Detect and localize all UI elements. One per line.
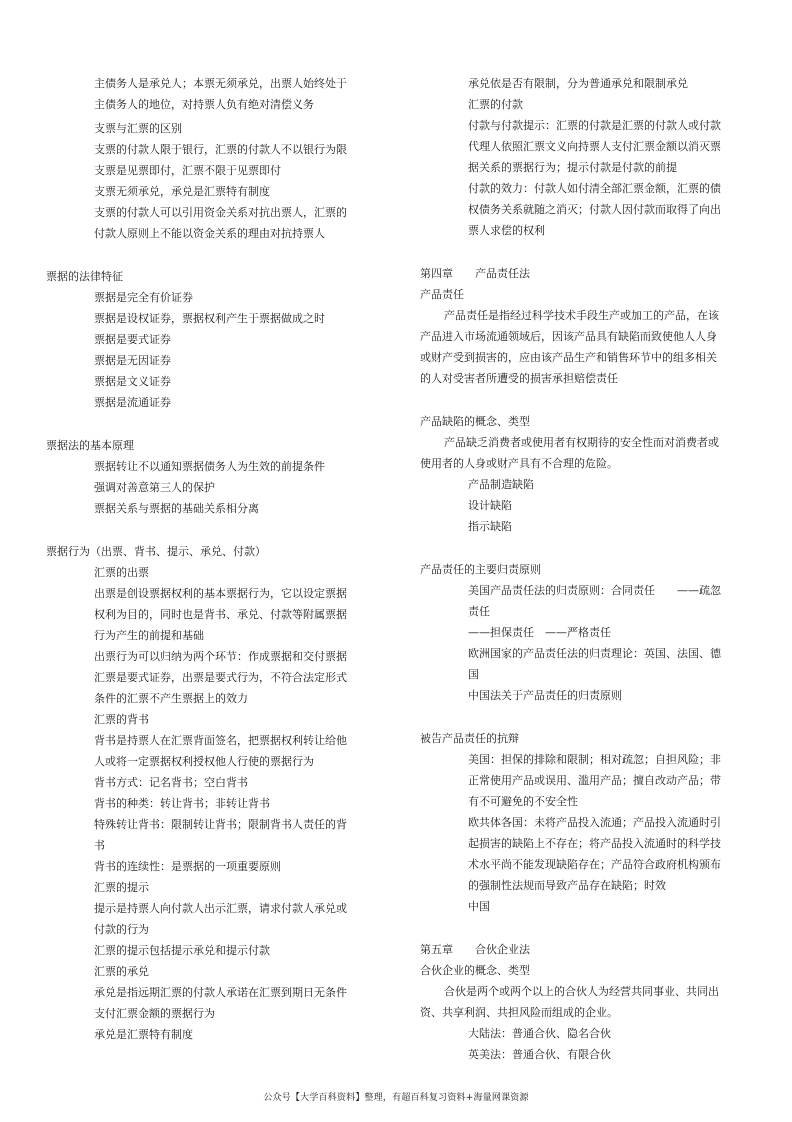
text-line: 权债务关系就随之消灭；付款人因付款而取得了向出 <box>468 203 721 216</box>
list-item: 中国 <box>468 900 490 913</box>
list-item: 人或将一定票据权利授权他人行使的票据行为 <box>94 755 314 768</box>
list-item: 的强制性法规而导致产品存在缺陷；时效 <box>468 879 666 892</box>
promissory-note-block <box>46 73 356 115</box>
text-line: 资、共享利润、共担风险而组成的企业。 <box>420 1006 618 1019</box>
list-item: 背书是持票人在汇票背面签名，把票据权利转让给他 <box>94 734 347 747</box>
list-item: 欧共体各国：未将产品投入流通；产品投入流通时引 <box>468 816 721 829</box>
list-item: 行为产生的前提和基础 <box>94 629 204 642</box>
list-item: 背书方式：记名背书；空白背书 <box>94 776 248 789</box>
partnership-paragraph <box>420 981 722 1023</box>
text-line: 支票的付款人可以引用资金关系对抗出票人，汇票的 <box>94 206 347 219</box>
left-column <box>46 73 356 1045</box>
text-line: 产品进入市场流通领域后，因该产品具有缺陷而致使他人人身 <box>420 330 717 343</box>
section-heading: 产品责任 <box>420 288 464 301</box>
list-item: 权利为目的，同时也是背书、承兑、付款等附属票据 <box>94 608 347 621</box>
list-item: 汇票的提示 <box>94 881 149 894</box>
section-heading: 票据行为（出票、背书、提示、承兑、付款） <box>46 545 266 558</box>
list-item: 票据是流通证券 <box>94 396 171 409</box>
list-item: 中国法关于产品责任的归责原则 <box>468 689 622 702</box>
list-item: 票据是无因证券 <box>94 354 171 367</box>
list-item: 承兑是汇票特有制度 <box>94 1028 193 1041</box>
list-item: 出票是创设票据权利的基本票据行为，它以设定票据 <box>94 587 347 600</box>
section-heading: 合伙企业的概念、类型 <box>420 964 530 977</box>
list-item: 票据是完全有价证券 <box>94 291 193 304</box>
text-line: 主债务人是承兑人；本票无须承兑，出票人始终处于 <box>94 77 347 90</box>
list-item: 票据关系与票据的基础关系相分离 <box>94 502 259 515</box>
chapter-title: 第四章 产品责任法 <box>420 267 530 280</box>
section-heading: 被告产品责任的抗辩 <box>420 732 519 745</box>
list-item: 条件的汇票不产生票据上的效力 <box>94 692 248 705</box>
text-line: 票人求偿的权利 <box>468 224 545 237</box>
partnership-types-list <box>420 1023 722 1065</box>
list-item: 票据是文义证券 <box>94 375 171 388</box>
list-item: 汇票的出票 <box>94 566 149 579</box>
list-item: 书 <box>94 839 105 852</box>
list-item: 汇票的承兑 <box>94 965 149 978</box>
text-line: 支票与汇票的区别 <box>94 122 182 135</box>
list-item: 付款的行为 <box>94 923 149 936</box>
principles-list <box>46 456 356 519</box>
text-line: 产品责任是指经过科学技术手段生产或加工的产品，在该 <box>444 309 719 322</box>
list-item: 特殊转让背书：限制转让背书；限制背书人责任的背 <box>94 818 347 831</box>
list-item: 承兑是指远期汇票的付款人承诺在汇票到期日无条件 <box>94 986 347 999</box>
text-line: 付款的效力：付款人如付清全部汇票金额，汇票的债 <box>468 182 721 195</box>
list-item: 票据是要式证券 <box>94 333 171 346</box>
defense-list <box>420 749 722 917</box>
defect-types-list <box>420 474 722 537</box>
list-item: 产品制造缺陷 <box>468 478 534 491</box>
text-line: 支票是见票即付，汇票不限于见票即付 <box>94 164 281 177</box>
list-item: ——担保责任 ——严格责任 <box>468 626 611 639</box>
section-heading: 票据的法律特征 <box>46 270 123 283</box>
acceptance-payment-block <box>420 73 722 241</box>
list-item: 大陆法：普通合伙、隐名合伙 <box>468 1027 611 1040</box>
text-line: 支票无须承兑，承兑是汇票特有制度 <box>94 185 270 198</box>
list-item: 国 <box>468 668 479 681</box>
acts-list <box>46 562 356 1045</box>
list-item: 出票行为可以归纳为两个环节：作成票据和交付票据 <box>94 650 347 663</box>
list-item: 提示是持票人向付款人出示汇票，请求付款人承兑或 <box>94 902 347 915</box>
page-footer: 公众号【大学百科资料】整理，有超百科复习资料+海量网课资源 <box>263 1093 529 1103</box>
list-item: 背书的种类：转让背书；非转让背书 <box>94 797 270 810</box>
text-line: 付款人原则上不能以资金关系的理由对抗持票人 <box>94 227 325 240</box>
legal-features-list <box>46 287 356 413</box>
list-item: 背书的连续性：是票据的一项重要原则 <box>94 860 281 873</box>
list-item: 英美法：普通合伙、有限合伙 <box>468 1048 611 1061</box>
section-heading: 产品责任的主要归责原则 <box>420 563 541 576</box>
text-line: 汇票的付款 <box>468 98 523 111</box>
text-line: 使用者的人身或财产具有不合理的危险。 <box>420 457 618 470</box>
text-line: 支票的付款人限于银行，汇票的付款人不以银行为限 <box>94 143 347 156</box>
text-line: 合伙是两个或两个以上的合伙人为经营共同事业、共同出 <box>444 985 719 998</box>
list-item: 汇票是要式证券，出票是要式行为，不符合法定形式 <box>94 671 347 684</box>
list-item: 美国产品责任法的归责原则：合同责任 ——疏忽责任 <box>468 584 721 618</box>
chapter-title: 第五章 合伙企业法 <box>420 943 530 956</box>
check-vs-draft-block <box>46 118 356 244</box>
text-line: 据关系的票据行为；提示付款是付款的前提 <box>468 161 677 174</box>
text-line: 主债务人的地位，对持票人负有绝对清偿义务 <box>94 98 314 111</box>
section-heading: 产品缺陷的概念、类型 <box>420 415 530 428</box>
list-item: 汇票的背书 <box>94 713 149 726</box>
list-item: 术水平尚不能发现缺陷存在；产品符合政府机构颁布 <box>468 858 721 871</box>
text-line: 代理人依照汇票文义向持票人支付汇票金额以消灭票 <box>468 140 721 153</box>
text-line: 产品缺乏消费者或使用者有权期待的安全性而对消费者或 <box>444 436 719 449</box>
liability-paragraph <box>420 305 722 389</box>
list-item: 支付汇票金额的票据行为 <box>94 1007 215 1020</box>
text-line: 的人对受害者所遭受的损害承担赔偿责任 <box>420 372 618 385</box>
list-item: 指示缺陷 <box>468 520 512 533</box>
attribution-list <box>420 580 722 706</box>
list-item: 票据转让不以通知票据债务人为生效的前提条件 <box>94 460 325 473</box>
list-item: 起损害的缺陷上不存在；将产品投入流通时的科学技 <box>468 837 721 850</box>
right-column <box>420 73 722 1065</box>
list-item: 美国：担保的排除和限制；相对疏忽；自担风险；非 <box>468 753 721 766</box>
list-item: 欧洲国家的产品责任法的归责理论：英国、法国、德 <box>468 647 721 660</box>
list-item: 强调对善意第三人的保护 <box>94 481 215 494</box>
list-item: 设计缺陷 <box>468 499 512 512</box>
section-heading: 票据法的基本原理 <box>46 439 134 452</box>
text-line: 承兑依是否有限制，分为普通承兑和限制承兑 <box>468 77 688 90</box>
list-item: 票据是设权证券，票据权利产生于票据做成之时 <box>94 312 325 325</box>
defect-paragraph <box>420 432 722 474</box>
text-line: 或财产受到损害的，应由该产品生产和销售环节中的组多相关 <box>420 351 717 364</box>
list-item: 有不可避免的不安全性 <box>468 795 578 808</box>
text-line: 付款与付款提示：汇票的付款是汇票的付款人或付款 <box>468 119 721 132</box>
list-item: 正常使用产品或误用、滥用产品；擅自改动产品；带 <box>468 774 721 787</box>
list-item: 汇票的提示包括提示承兑和提示付款 <box>94 944 270 957</box>
